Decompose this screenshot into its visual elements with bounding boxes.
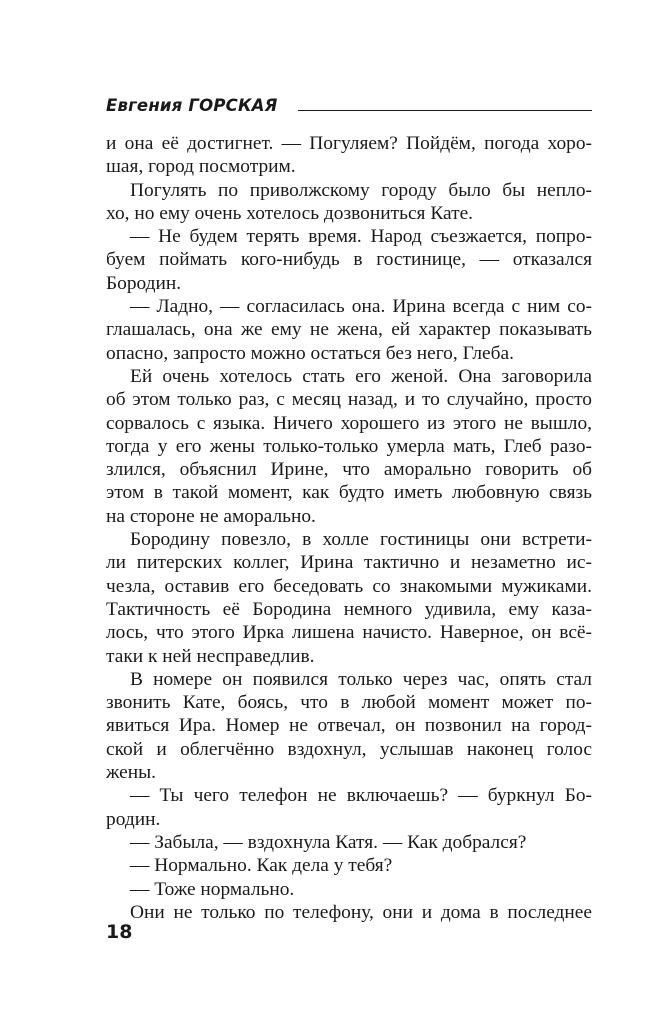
text-line: родин. bbox=[106, 808, 161, 830]
text-line: звонить Кате, боясь, что в любой момент может по- bbox=[106, 692, 592, 714]
text-line: — Не будем терять время. Народ съезжается, попро- bbox=[130, 226, 592, 248]
header-rule bbox=[298, 110, 592, 111]
text-line: чезла, оставив его беседовать со знакомыми мужиками. bbox=[106, 575, 592, 597]
text-line: таки к ней несправедлив. bbox=[106, 645, 315, 667]
text-line: опасно, запросто можно остаться без него, Глеба. bbox=[106, 342, 514, 364]
text-line: глашалась, она же ему не жена, ей характер показывать bbox=[106, 319, 592, 341]
text-line: — Забыла, — вздохнула Катя. — Как добрался? bbox=[130, 831, 527, 853]
text-line: жены. bbox=[106, 762, 157, 784]
body-text bbox=[106, 132, 592, 924]
text-line: этом в такой момент, как будто иметь любовную связь bbox=[106, 482, 592, 504]
text-line: Погулять по приволжскому городу было бы непло- bbox=[130, 179, 592, 201]
text-line: шая, город посмотрим. bbox=[106, 156, 296, 178]
text-line: — Нормально. Как дела у тебя? bbox=[130, 855, 393, 877]
text-line: — Тоже нормально. bbox=[130, 878, 295, 900]
text-line: — Ладно, — согласилась она. Ирина всегда с ним со- bbox=[130, 296, 592, 318]
text-line: Тактичность её Бородина немного удивила, ему каза- bbox=[106, 598, 592, 620]
text-line: Они не только по телефону, они и дома в последнее bbox=[130, 901, 592, 923]
text-line: Бородину повезло, в холле гостиницы они встрети- bbox=[130, 529, 592, 551]
text-line: буем поймать кого-нибудь в гостинице, — отказался bbox=[106, 249, 592, 271]
text-line: ской и облегчённо вздохнул, услышав наконец голос bbox=[106, 738, 592, 760]
page-number: 18 bbox=[106, 921, 133, 943]
text-line: В номере он появился только через час, опять стал bbox=[130, 668, 592, 690]
text-line: и она её достигнет. — Погуляем? Пойдём, погода хоро- bbox=[106, 133, 592, 154]
text-line: тогда у его жены только-только умерла мать, Глеб разо- bbox=[106, 435, 592, 457]
text-line: Бородин. bbox=[106, 272, 182, 294]
text-line: Ей очень хотелось стать его женой. Она заговорила bbox=[130, 365, 592, 387]
text-line: явиться Ира. Номер не отвечал, он позвонил на город- bbox=[106, 715, 592, 737]
text-line: злился, объяснил Ирине, что аморально говорить об bbox=[106, 459, 592, 481]
text-line: об этом только раз, с месяц назад, и то случайно, просто bbox=[106, 389, 592, 411]
text-line: — Ты чего телефон не включаешь? — буркнул Бо- bbox=[130, 785, 592, 807]
running-header bbox=[106, 92, 592, 116]
header-author: Евгения ГОРСКАЯ bbox=[106, 96, 278, 115]
text-line: хо, но ему очень хотелось дозвониться Кате. bbox=[106, 202, 474, 224]
text-line: ли питерских коллег, Ирина тактично и незаметно ис- bbox=[106, 552, 592, 574]
text-line: на стороне не аморально. bbox=[106, 505, 316, 527]
text-line: лось, что этого Ирка лишена начисто. Наверное, он всё- bbox=[106, 622, 592, 644]
text-line: сорвалось с языка. Ничего хорошего из этого не вышло, bbox=[106, 412, 592, 434]
